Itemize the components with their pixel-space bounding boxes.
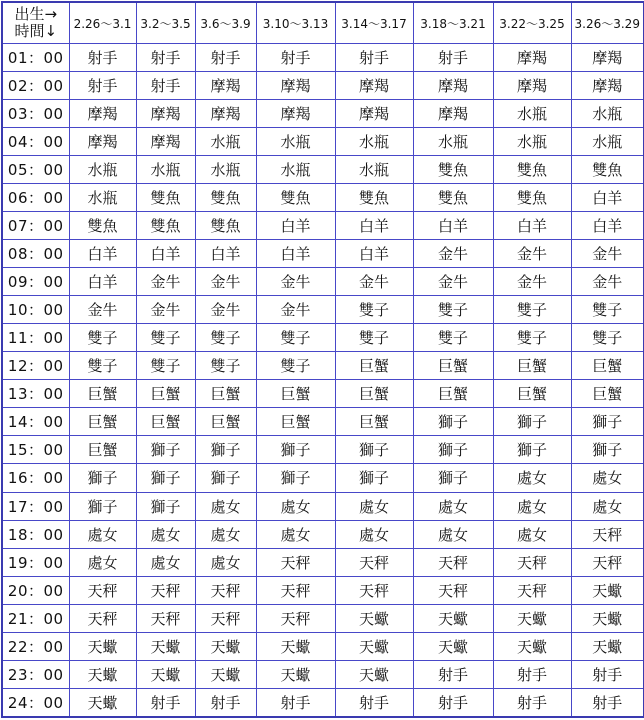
time-cell: 22：00: [2, 632, 69, 660]
sign-cell: 金牛: [256, 268, 335, 296]
table-row: [2, 632, 644, 660]
table-header: [2, 2, 644, 44]
sign-cell: 金牛: [413, 268, 493, 296]
sign-cell: 天蠍: [195, 632, 256, 660]
sign-cell: 獅子: [335, 436, 413, 464]
table-row: [2, 520, 644, 548]
sign-cell: 處女: [195, 492, 256, 520]
sign-cell: 雙魚: [493, 156, 571, 184]
sign-cell: 射手: [195, 688, 256, 717]
sign-cell: 巨蟹: [335, 380, 413, 408]
sign-cell: 天蠍: [256, 632, 335, 660]
sign-cell: 天秤: [335, 548, 413, 576]
sign-cell: 天秤: [256, 548, 335, 576]
sign-cell: 摩羯: [69, 100, 136, 128]
sign-cell: 金牛: [256, 296, 335, 324]
sign-cell: 巨蟹: [413, 380, 493, 408]
sign-cell: 雙子: [413, 324, 493, 352]
table-row: [2, 492, 644, 520]
table-row: [2, 324, 644, 352]
sign-cell: 天蠍: [571, 604, 644, 632]
table-row: [2, 72, 644, 100]
sign-cell: 獅子: [69, 464, 136, 492]
time-cell: 16：00: [2, 464, 69, 492]
date-header-cell: 3.6～3.9: [195, 2, 256, 44]
sign-cell: 金牛: [69, 296, 136, 324]
sign-cell: 巨蟹: [256, 380, 335, 408]
table-row: [2, 604, 644, 632]
sign-cell: 射手: [335, 44, 413, 72]
table-row: [2, 184, 644, 212]
sign-cell: 白羊: [493, 212, 571, 240]
time-cell: 13：00: [2, 380, 69, 408]
sign-cell: 射手: [335, 688, 413, 717]
sign-cell: 天秤: [136, 576, 195, 604]
sign-cell: 處女: [256, 520, 335, 548]
sign-cell: 天蠍: [136, 632, 195, 660]
sign-cell: 處女: [136, 548, 195, 576]
corner-bottom-label: 時間↓: [14, 22, 58, 40]
sign-cell: 獅子: [335, 464, 413, 492]
date-header-cell: 3.10～3.13: [256, 2, 335, 44]
sign-cell: 水瓶: [69, 184, 136, 212]
time-cell: 05：00: [2, 156, 69, 184]
sign-cell: 水瓶: [256, 128, 335, 156]
sign-cell: 天秤: [136, 604, 195, 632]
sign-cell: 射手: [256, 688, 335, 717]
sign-cell: 雙子: [571, 324, 644, 352]
sign-cell: 雙魚: [413, 184, 493, 212]
sign-cell: 天蠍: [136, 660, 195, 688]
sign-cell: 水瓶: [571, 100, 644, 128]
sign-cell: 射手: [571, 660, 644, 688]
sign-cell: 雙子: [136, 324, 195, 352]
sign-cell: 天蠍: [256, 660, 335, 688]
sign-cell: 金牛: [493, 268, 571, 296]
sign-cell: 天蠍: [493, 632, 571, 660]
sign-cell: 巨蟹: [69, 408, 136, 436]
sign-cell: 白羊: [413, 212, 493, 240]
sign-cell: 射手: [493, 688, 571, 717]
sign-cell: 金牛: [195, 296, 256, 324]
sign-cell: 雙子: [256, 352, 335, 380]
sign-cell: 水瓶: [413, 128, 493, 156]
sign-cell: 獅子: [493, 408, 571, 436]
sign-cell: 摩羯: [136, 128, 195, 156]
sign-cell: 巨蟹: [335, 352, 413, 380]
time-cell: 06：00: [2, 184, 69, 212]
table-row: [2, 660, 644, 688]
sign-cell: 處女: [493, 464, 571, 492]
sign-cell: 白羊: [335, 212, 413, 240]
table-row: [2, 436, 644, 464]
table-row: [2, 548, 644, 576]
sign-cell: 獅子: [571, 436, 644, 464]
sign-cell: 天秤: [195, 604, 256, 632]
table-row: [2, 464, 644, 492]
sign-cell: 雙魚: [413, 156, 493, 184]
time-cell: 10：00: [2, 296, 69, 324]
sign-cell: 天蠍: [335, 604, 413, 632]
sign-cell: 白羊: [195, 240, 256, 268]
sign-cell: 雙魚: [571, 156, 644, 184]
sign-cell: 獅子: [69, 492, 136, 520]
sign-cell: 金牛: [136, 268, 195, 296]
sign-cell: 白羊: [69, 268, 136, 296]
sign-cell: 摩羯: [195, 72, 256, 100]
time-cell: 03：00: [2, 100, 69, 128]
table-row: [2, 296, 644, 324]
sign-cell: 水瓶: [335, 156, 413, 184]
sign-cell: 摩羯: [256, 100, 335, 128]
table-body: [2, 44, 644, 718]
sign-cell: 處女: [493, 492, 571, 520]
sign-cell: 雙子: [571, 296, 644, 324]
table-row: [2, 100, 644, 128]
sign-cell: 水瓶: [256, 156, 335, 184]
zodiac-table: [1, 1, 644, 718]
sign-cell: 白羊: [571, 212, 644, 240]
sign-cell: 巨蟹: [413, 352, 493, 380]
sign-cell: 白羊: [256, 212, 335, 240]
date-header-cell: 3.22～3.25: [493, 2, 571, 44]
sign-cell: 雙魚: [195, 212, 256, 240]
date-header-cell: 2.26～3.1: [69, 2, 136, 44]
sign-cell: 白羊: [571, 184, 644, 212]
sign-cell: 獅子: [136, 464, 195, 492]
time-cell: 19：00: [2, 548, 69, 576]
sign-cell: 巨蟹: [195, 380, 256, 408]
sign-cell: 處女: [136, 520, 195, 548]
time-cell: 04：00: [2, 128, 69, 156]
sign-cell: 獅子: [195, 464, 256, 492]
sign-cell: 射手: [136, 44, 195, 72]
time-cell: 02：00: [2, 72, 69, 100]
table-row: [2, 268, 644, 296]
sign-cell: 摩羯: [335, 100, 413, 128]
sign-cell: 金牛: [571, 268, 644, 296]
table-row: [2, 408, 644, 436]
sign-cell: 處女: [335, 492, 413, 520]
sign-cell: 射手: [256, 44, 335, 72]
sign-cell: 天蠍: [493, 604, 571, 632]
sign-cell: 巨蟹: [493, 352, 571, 380]
date-header-cell: 3.18～3.21: [413, 2, 493, 44]
sign-cell: 金牛: [413, 240, 493, 268]
sign-cell: 雙子: [256, 324, 335, 352]
sign-cell: 天秤: [493, 548, 571, 576]
table-row: [2, 212, 644, 240]
time-cell: 21：00: [2, 604, 69, 632]
time-cell: 07：00: [2, 212, 69, 240]
sign-cell: 水瓶: [69, 156, 136, 184]
sign-cell: 巨蟹: [335, 408, 413, 436]
sign-cell: 獅子: [493, 436, 571, 464]
sign-cell: 獅子: [571, 408, 644, 436]
sign-cell: 巨蟹: [69, 436, 136, 464]
sign-cell: 天蠍: [571, 632, 644, 660]
sign-cell: 雙子: [413, 296, 493, 324]
sign-cell: 雙子: [69, 352, 136, 380]
sign-cell: 水瓶: [493, 100, 571, 128]
sign-cell: 摩羯: [69, 128, 136, 156]
sign-cell: 摩羯: [493, 72, 571, 100]
sign-cell: 巨蟹: [136, 380, 195, 408]
sign-cell: 射手: [413, 44, 493, 72]
sign-cell: 摩羯: [571, 44, 644, 72]
table-row: [2, 688, 644, 717]
table-row: [2, 156, 644, 184]
sign-cell: 獅子: [413, 464, 493, 492]
sign-cell: 巨蟹: [136, 408, 195, 436]
time-cell: 20：00: [2, 576, 69, 604]
corner-top-label: 出生→: [14, 5, 58, 23]
date-header-cell: 3.14～3.17: [335, 2, 413, 44]
time-cell: 18：00: [2, 520, 69, 548]
sign-cell: 射手: [69, 72, 136, 100]
sign-cell: 獅子: [195, 436, 256, 464]
sign-cell: 獅子: [413, 408, 493, 436]
sign-cell: 天蠍: [69, 632, 136, 660]
sign-cell: 水瓶: [571, 128, 644, 156]
sign-cell: 處女: [413, 492, 493, 520]
sign-cell: 白羊: [335, 240, 413, 268]
time-cell: 12：00: [2, 352, 69, 380]
sign-cell: 天秤: [413, 576, 493, 604]
sign-cell: 雙子: [493, 296, 571, 324]
sign-cell: 摩羯: [195, 100, 256, 128]
sign-cell: 雙魚: [136, 184, 195, 212]
table-row: [2, 352, 644, 380]
sign-cell: 天蠍: [335, 632, 413, 660]
sign-cell: 天秤: [493, 576, 571, 604]
sign-cell: 白羊: [136, 240, 195, 268]
sign-cell: 摩羯: [571, 72, 644, 100]
sign-cell: 水瓶: [195, 156, 256, 184]
sign-cell: 雙魚: [69, 212, 136, 240]
date-header-cell: 3.26～3.29: [571, 2, 644, 44]
sign-cell: 天蠍: [69, 688, 136, 717]
sign-cell: 天秤: [195, 576, 256, 604]
sign-cell: 天蠍: [69, 660, 136, 688]
sign-cell: 水瓶: [195, 128, 256, 156]
sign-cell: 雙子: [335, 296, 413, 324]
sign-cell: 天秤: [69, 604, 136, 632]
sign-cell: 處女: [413, 520, 493, 548]
sign-cell: 摩羯: [335, 72, 413, 100]
sign-cell: 射手: [136, 688, 195, 717]
time-cell: 23：00: [2, 660, 69, 688]
sign-cell: 金牛: [335, 268, 413, 296]
sign-cell: 巨蟹: [493, 380, 571, 408]
sign-cell: 天蠍: [413, 632, 493, 660]
sign-cell: 處女: [571, 464, 644, 492]
sign-cell: 雙子: [136, 352, 195, 380]
sign-cell: 處女: [256, 492, 335, 520]
time-cell: 24：00: [2, 688, 69, 717]
sign-cell: 金牛: [493, 240, 571, 268]
sign-cell: 白羊: [69, 240, 136, 268]
time-cell: 14：00: [2, 408, 69, 436]
sign-cell: 巨蟹: [571, 380, 644, 408]
sign-cell: 處女: [493, 520, 571, 548]
sign-cell: 巨蟹: [256, 408, 335, 436]
sign-cell: 獅子: [136, 436, 195, 464]
header-row: [2, 2, 644, 44]
time-cell: 09：00: [2, 268, 69, 296]
sign-cell: 巨蟹: [69, 380, 136, 408]
table-row: [2, 240, 644, 268]
time-cell: 08：00: [2, 240, 69, 268]
sign-cell: 水瓶: [335, 128, 413, 156]
sign-cell: 射手: [571, 688, 644, 717]
sign-cell: 處女: [571, 492, 644, 520]
sign-cell: 天秤: [256, 576, 335, 604]
sign-cell: 處女: [335, 520, 413, 548]
sign-cell: 天秤: [413, 548, 493, 576]
sign-cell: 摩羯: [413, 72, 493, 100]
sign-cell: 天蠍: [195, 660, 256, 688]
sign-cell: 處女: [195, 548, 256, 576]
sign-cell: 摩羯: [256, 72, 335, 100]
sign-cell: 雙魚: [256, 184, 335, 212]
sign-cell: 雙子: [493, 324, 571, 352]
sign-cell: 雙子: [69, 324, 136, 352]
sign-cell: 天秤: [571, 520, 644, 548]
sign-cell: 摩羯: [413, 100, 493, 128]
sign-cell: 天蠍: [335, 660, 413, 688]
sign-cell: 獅子: [413, 436, 493, 464]
sign-cell: 水瓶: [493, 128, 571, 156]
sign-cell: 雙子: [195, 324, 256, 352]
sign-cell: 雙子: [335, 324, 413, 352]
time-cell: 01：00: [2, 44, 69, 72]
sign-cell: 獅子: [136, 492, 195, 520]
sign-cell: 金牛: [195, 268, 256, 296]
sign-cell: 獅子: [256, 464, 335, 492]
table-row: [2, 44, 644, 72]
sign-cell: 處女: [69, 520, 136, 548]
sign-cell: 射手: [413, 660, 493, 688]
sign-cell: 處女: [69, 548, 136, 576]
sign-cell: 射手: [195, 44, 256, 72]
table-row: [2, 576, 644, 604]
time-cell: 17：00: [2, 492, 69, 520]
sign-cell: 水瓶: [136, 156, 195, 184]
time-cell: 11：00: [2, 324, 69, 352]
sign-cell: 雙魚: [136, 212, 195, 240]
sign-cell: 巨蟹: [571, 352, 644, 380]
sign-cell: 處女: [195, 520, 256, 548]
sign-cell: 天蠍: [571, 576, 644, 604]
sign-cell: 獅子: [256, 436, 335, 464]
corner-cell: [2, 2, 69, 44]
sign-cell: 天秤: [256, 604, 335, 632]
table-row: [2, 128, 644, 156]
sign-cell: 天蠍: [413, 604, 493, 632]
sign-cell: 天秤: [69, 576, 136, 604]
sign-cell: 雙魚: [195, 184, 256, 212]
sign-cell: 雙子: [195, 352, 256, 380]
sign-cell: 射手: [493, 660, 571, 688]
sign-cell: 白羊: [256, 240, 335, 268]
sign-cell: 金牛: [571, 240, 644, 268]
sign-cell: 摩羯: [493, 44, 571, 72]
sign-cell: 天秤: [335, 576, 413, 604]
sign-cell: 雙魚: [335, 184, 413, 212]
table-row: [2, 380, 644, 408]
sign-cell: 摩羯: [136, 100, 195, 128]
sign-cell: 射手: [136, 72, 195, 100]
sign-cell: 金牛: [136, 296, 195, 324]
sign-cell: 巨蟹: [195, 408, 256, 436]
sign-cell: 雙魚: [493, 184, 571, 212]
date-header-cell: 3.2～3.5: [136, 2, 195, 44]
time-cell: 15：00: [2, 436, 69, 464]
sign-cell: 天秤: [571, 548, 644, 576]
sign-cell: 射手: [413, 688, 493, 717]
sign-cell: 射手: [69, 44, 136, 72]
